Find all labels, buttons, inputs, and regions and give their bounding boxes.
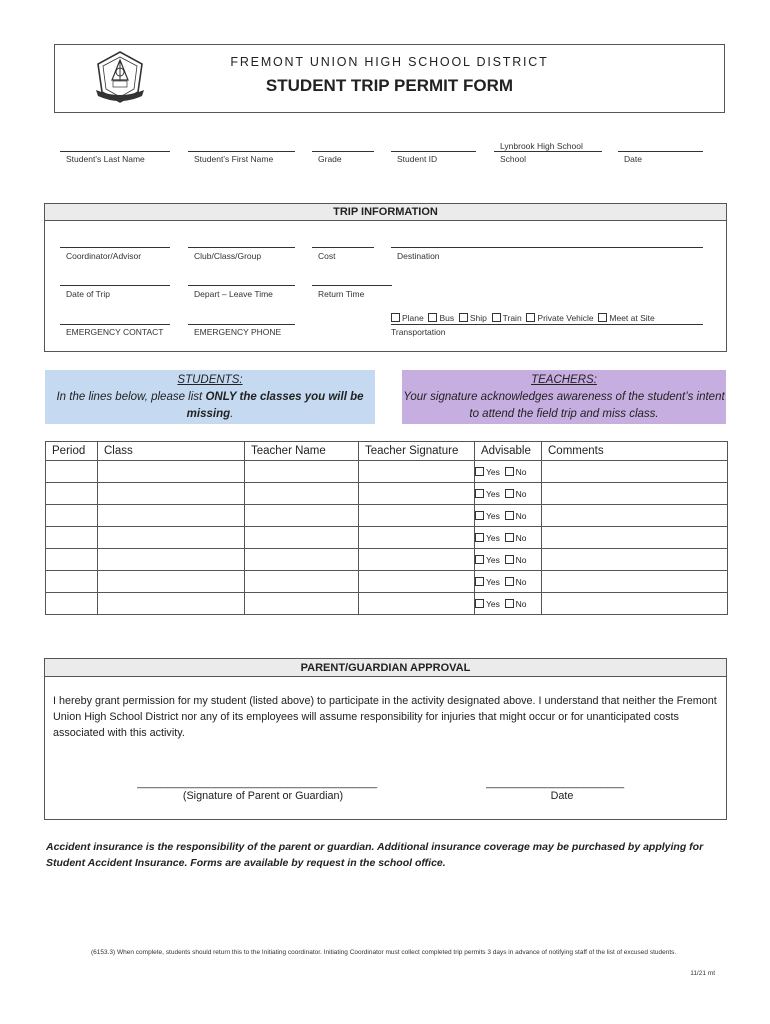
destination-field[interactable]	[391, 247, 703, 248]
class-cell[interactable]	[98, 571, 245, 593]
school-field[interactable]	[494, 151, 602, 152]
advisable-yes-checkbox[interactable]: Yes	[475, 555, 500, 565]
approval-heading: PARENT/GUARDIAN APPROVAL	[44, 658, 727, 677]
form-title: STUDENT TRIP PERMIT FORM	[265, 76, 514, 95]
advisable-cell	[475, 527, 542, 549]
advisable-yes-checkbox[interactable]: Yes	[475, 577, 500, 587]
advisable-cell	[475, 483, 542, 505]
teacher-signature-cell[interactable]	[359, 593, 475, 615]
table-row	[46, 527, 728, 549]
transport-bus-checkbox[interactable]: Bus	[428, 313, 454, 323]
period-cell[interactable]	[46, 505, 98, 527]
cost-label: Cost	[318, 251, 336, 261]
coordinator-label: Coordinator/Advisor	[66, 251, 142, 261]
advisable-yes-checkbox[interactable]: Yes	[475, 533, 500, 543]
parent-signature-label: (Signature of Parent or Guardian)	[182, 790, 344, 802]
advisable-no-checkbox[interactable]: No	[505, 511, 527, 521]
emergency-contact-field[interactable]	[60, 324, 170, 325]
advisable-cell	[475, 571, 542, 593]
student-id-field[interactable]	[391, 151, 476, 152]
table-row	[46, 549, 728, 571]
class-cell[interactable]	[98, 593, 245, 615]
transport-train-checkbox[interactable]: Train	[492, 313, 522, 323]
teacher-signature-cell[interactable]	[359, 571, 475, 593]
return-time-label: Return Time	[318, 289, 365, 299]
advisable-header: Advisable	[475, 442, 542, 461]
period-header: Period	[46, 442, 98, 461]
first-name-field[interactable]	[188, 151, 295, 152]
transport-options	[391, 313, 655, 323]
footer-note: (6153.3) When complete, students should return this to the Initiating coordinator. Initiating Coordinator must collect completed trip permits 3 days in advance of notifying staff of the list of excused students.	[91, 949, 677, 956]
approval-text: I hereby grant permission for my student (listed above) to participate in the activity designated above. I understand that neither the Fremont Union High School District nor any of its employees will assume responsibility for injuries that might occur or for unanticipated costs associated with this activity.	[53, 695, 717, 739]
teachers-note-text: Your signature acknowledges awareness of the student’s intent to attend the field trip and miss class.	[403, 391, 725, 420]
club-field[interactable]	[188, 247, 295, 248]
trip-date-field[interactable]	[60, 285, 170, 286]
teacher-signature-cell[interactable]	[359, 549, 475, 571]
advisable-no-checkbox[interactable]: No	[505, 467, 527, 477]
school-label: School	[500, 154, 526, 164]
advisable-yes-checkbox[interactable]: Yes	[475, 467, 500, 477]
period-cell[interactable]	[46, 483, 98, 505]
emergency-phone-field[interactable]	[188, 324, 295, 325]
grade-label: Grade	[318, 154, 342, 164]
transport-private-vehicle-checkbox[interactable]: Private Vehicle	[526, 313, 593, 323]
insurance-note: Accident insurance is the responsibility of the parent or guardian. Additional insurance coverage may be purchased by applying for Student Accident Insurance. Forms are available by request in the school office.	[46, 841, 704, 869]
table-row	[46, 571, 728, 593]
teacher-name-cell[interactable]	[245, 549, 359, 571]
advisable-no-checkbox[interactable]: No	[505, 533, 527, 543]
transport-ship-checkbox[interactable]: Ship	[459, 313, 487, 323]
teacher-name-cell[interactable]	[245, 571, 359, 593]
period-cell[interactable]	[46, 571, 98, 593]
advisable-cell	[475, 461, 542, 483]
transport-plane-checkbox[interactable]: Plane	[391, 313, 424, 323]
advisable-no-checkbox[interactable]: No	[505, 555, 527, 565]
table-row	[46, 505, 728, 527]
missed-classes-table	[45, 441, 728, 615]
period-cell[interactable]	[46, 593, 98, 615]
district-name: FREMONT UNION HIGH SCHOOL DISTRICT	[230, 55, 549, 69]
advisable-yes-checkbox[interactable]: Yes	[475, 511, 500, 521]
advisable-cell	[475, 505, 542, 527]
grade-field[interactable]	[312, 151, 374, 152]
class-cell[interactable]	[98, 461, 245, 483]
trip-date-label: Date of Trip	[66, 289, 110, 299]
advisable-cell	[475, 549, 542, 571]
table-header-row	[46, 442, 728, 461]
comments-cell[interactable]	[542, 593, 728, 615]
teacher-signature-cell[interactable]	[359, 461, 475, 483]
teacher-name-cell[interactable]	[245, 483, 359, 505]
comments-cell[interactable]	[542, 461, 728, 483]
advisable-cell	[475, 593, 542, 615]
emergency-phone-label: EMERGENCY PHONE	[194, 327, 282, 337]
period-cell[interactable]	[46, 527, 98, 549]
comments-cell[interactable]	[542, 483, 728, 505]
table-row	[46, 593, 728, 615]
class-cell[interactable]	[98, 483, 245, 505]
transport-meet-at-site-checkbox[interactable]: Meet at Site	[598, 313, 654, 323]
students-note-title: STUDENTS:	[177, 374, 243, 386]
teachers-note-title: TEACHERS:	[531, 374, 597, 386]
class-cell[interactable]	[98, 527, 245, 549]
trip-info-heading: TRIP INFORMATION	[44, 203, 727, 221]
approval-date-field[interactable]: _______________________	[486, 777, 625, 789]
revision-code: 11/21 mt	[690, 970, 715, 977]
teachers-note-box	[402, 370, 726, 424]
transportation-field	[391, 324, 703, 325]
advisable-yes-checkbox[interactable]: Yes	[475, 599, 500, 609]
return-time-field[interactable]	[312, 285, 392, 286]
school-value: Lynbrook High School	[500, 141, 583, 151]
transportation-label: Transportation	[391, 327, 446, 337]
teacher-name-cell[interactable]	[245, 461, 359, 483]
students-note-text: In the lines below, please list ONLY the classes you will be missing.	[56, 391, 364, 420]
teacher-name-cell[interactable]	[245, 593, 359, 615]
period-cell[interactable]	[46, 549, 98, 571]
parent-signature-field[interactable]: ________________________________________	[137, 777, 378, 789]
table-row	[46, 461, 728, 483]
teacher-name-header: Teacher Name	[245, 442, 359, 461]
advisable-no-checkbox[interactable]: No	[505, 599, 527, 609]
first-name-label: Student’s First Name	[194, 154, 274, 164]
student-id-label: Student ID	[397, 154, 438, 164]
date-label: Date	[624, 154, 642, 164]
comments-cell[interactable]	[542, 527, 728, 549]
teacher-signature-header: Teacher Signature	[359, 442, 475, 461]
cost-field[interactable]	[312, 247, 374, 248]
advisable-no-checkbox[interactable]: No	[505, 489, 527, 499]
table-row	[46, 483, 728, 505]
teacher-name-cell[interactable]	[245, 505, 359, 527]
advisable-yes-checkbox[interactable]: Yes	[475, 489, 500, 499]
class-cell[interactable]	[98, 549, 245, 571]
approval-date-label: Date	[550, 790, 574, 802]
comments-header: Comments	[542, 442, 728, 461]
comments-cell[interactable]	[542, 505, 728, 527]
comments-cell[interactable]	[542, 549, 728, 571]
club-label: Club/Class/Group	[194, 251, 262, 261]
destination-label: Destination	[397, 251, 440, 261]
depart-time-label: Depart – Leave Time	[194, 289, 273, 299]
comments-cell[interactable]	[542, 571, 728, 593]
depart-time-field[interactable]	[188, 285, 295, 286]
period-cell[interactable]	[46, 461, 98, 483]
class-cell[interactable]	[98, 505, 245, 527]
advisable-no-checkbox[interactable]: No	[505, 577, 527, 587]
emergency-contact-label: EMERGENCY CONTACT	[66, 327, 164, 337]
teacher-name-cell[interactable]	[245, 527, 359, 549]
class-header: Class	[98, 442, 245, 461]
teacher-signature-cell[interactable]	[359, 505, 475, 527]
teacher-signature-cell[interactable]	[359, 483, 475, 505]
teacher-signature-cell[interactable]	[359, 527, 475, 549]
date-field[interactable]	[618, 151, 703, 152]
coordinator-field[interactable]	[60, 247, 170, 248]
last-name-label: Student’s Last Name	[66, 154, 145, 164]
last-name-field[interactable]	[60, 151, 170, 152]
students-note-box	[45, 370, 375, 424]
